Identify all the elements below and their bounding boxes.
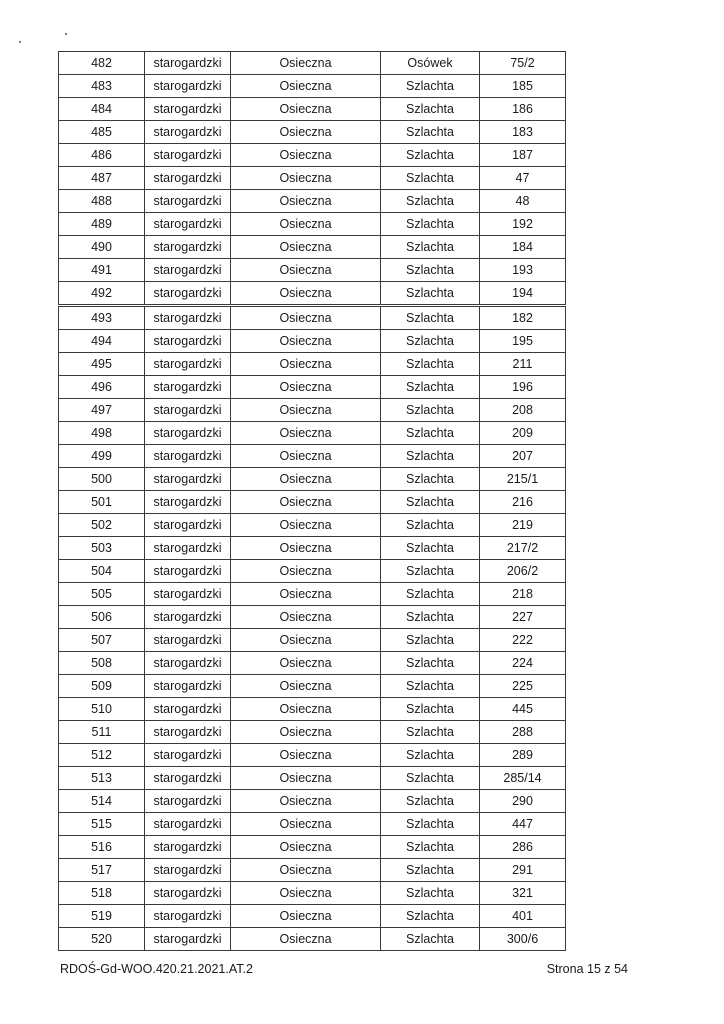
commune-cell: Osieczna: [231, 583, 381, 606]
precinct-cell: Szlachta: [381, 744, 480, 767]
parcel-number-cell: 182: [480, 306, 566, 330]
row-number-cell: 489: [59, 213, 145, 236]
table-row: [59, 121, 566, 144]
commune-cell: Osieczna: [231, 606, 381, 629]
table-row: [59, 75, 566, 98]
parcel-number-cell: 445: [480, 698, 566, 721]
table-row: [59, 675, 566, 698]
county-cell: starogardzki: [145, 121, 231, 144]
table-row: [59, 905, 566, 928]
county-cell: starogardzki: [145, 330, 231, 353]
county-cell: starogardzki: [145, 190, 231, 213]
parcel-number-cell: 218: [480, 583, 566, 606]
parcel-table-body: [59, 52, 566, 951]
parcel-number-cell: 211: [480, 353, 566, 376]
parcel-number-cell: 207: [480, 445, 566, 468]
county-cell: starogardzki: [145, 236, 231, 259]
row-number-cell: 499: [59, 445, 145, 468]
commune-cell: Osieczna: [231, 767, 381, 790]
county-cell: starogardzki: [145, 422, 231, 445]
precinct-cell: Szlachta: [381, 236, 480, 259]
parcel-number-cell: 401: [480, 905, 566, 928]
parcel-number-cell: 300/6: [480, 928, 566, 951]
scan-speck: [19, 41, 21, 43]
row-number-cell: 492: [59, 282, 145, 306]
scan-speck: [65, 33, 67, 35]
precinct-cell: Szlachta: [381, 282, 480, 306]
parcel-number-cell: 291: [480, 859, 566, 882]
table-row: [59, 236, 566, 259]
table-row: [59, 306, 566, 330]
precinct-cell: Szlachta: [381, 928, 480, 951]
table-row: [59, 606, 566, 629]
row-number-cell: 487: [59, 167, 145, 190]
precinct-cell: Szlachta: [381, 813, 480, 836]
county-cell: starogardzki: [145, 376, 231, 399]
county-cell: starogardzki: [145, 859, 231, 882]
precinct-cell: Szlachta: [381, 560, 480, 583]
commune-cell: Osieczna: [231, 399, 381, 422]
table-row: [59, 98, 566, 121]
row-number-cell: 496: [59, 376, 145, 399]
commune-cell: Osieczna: [231, 167, 381, 190]
county-cell: starogardzki: [145, 767, 231, 790]
precinct-cell: Szlachta: [381, 721, 480, 744]
county-cell: starogardzki: [145, 468, 231, 491]
parcel-number-cell: 286: [480, 836, 566, 859]
parcel-number-cell: 215/1: [480, 468, 566, 491]
commune-cell: Osieczna: [231, 675, 381, 698]
county-cell: starogardzki: [145, 75, 231, 98]
commune-cell: Osieczna: [231, 144, 381, 167]
precinct-cell: Szlachta: [381, 330, 480, 353]
row-number-cell: 514: [59, 790, 145, 813]
row-number-cell: 484: [59, 98, 145, 121]
table-row: [59, 282, 566, 306]
commune-cell: Osieczna: [231, 445, 381, 468]
commune-cell: Osieczna: [231, 353, 381, 376]
parcel-number-cell: 216: [480, 491, 566, 514]
precinct-cell: Szlachta: [381, 399, 480, 422]
table-row: [59, 422, 566, 445]
row-number-cell: 504: [59, 560, 145, 583]
table-row: [59, 583, 566, 606]
precinct-cell: Szlachta: [381, 537, 480, 560]
parcel-number-cell: 183: [480, 121, 566, 144]
county-cell: starogardzki: [145, 905, 231, 928]
county-cell: starogardzki: [145, 259, 231, 282]
county-cell: starogardzki: [145, 882, 231, 905]
parcel-number-cell: 227: [480, 606, 566, 629]
row-number-cell: 494: [59, 330, 145, 353]
row-number-cell: 493: [59, 306, 145, 330]
parcel-number-cell: 219: [480, 514, 566, 537]
precinct-cell: Szlachta: [381, 190, 480, 213]
row-number-cell: 502: [59, 514, 145, 537]
parcel-number-cell: 187: [480, 144, 566, 167]
table-row: [59, 445, 566, 468]
commune-cell: Osieczna: [231, 537, 381, 560]
commune-cell: Osieczna: [231, 491, 381, 514]
row-number-cell: 498: [59, 422, 145, 445]
page-number: Strona 15 z 54: [546, 962, 628, 976]
precinct-cell: Szlachta: [381, 675, 480, 698]
table-row: [59, 491, 566, 514]
parcel-number-cell: 206/2: [480, 560, 566, 583]
row-number-cell: 483: [59, 75, 145, 98]
county-cell: starogardzki: [145, 144, 231, 167]
parcel-number-cell: 196: [480, 376, 566, 399]
table-row: [59, 213, 566, 236]
commune-cell: Osieczna: [231, 236, 381, 259]
county-cell: starogardzki: [145, 836, 231, 859]
commune-cell: Osieczna: [231, 213, 381, 236]
county-cell: starogardzki: [145, 675, 231, 698]
parcel-number-cell: 48: [480, 190, 566, 213]
commune-cell: Osieczna: [231, 330, 381, 353]
row-number-cell: 503: [59, 537, 145, 560]
county-cell: starogardzki: [145, 698, 231, 721]
table-row: [59, 721, 566, 744]
parcel-number-cell: 192: [480, 213, 566, 236]
county-cell: starogardzki: [145, 98, 231, 121]
parcel-number-cell: 447: [480, 813, 566, 836]
parcel-number-cell: 75/2: [480, 52, 566, 75]
row-number-cell: 517: [59, 859, 145, 882]
table-row: [59, 560, 566, 583]
county-cell: starogardzki: [145, 928, 231, 951]
county-cell: starogardzki: [145, 213, 231, 236]
precinct-cell: Szlachta: [381, 213, 480, 236]
county-cell: starogardzki: [145, 167, 231, 190]
row-number-cell: 511: [59, 721, 145, 744]
document-reference: RDOŚ-Gd-WOO.420.21.2021.AT.2: [60, 962, 253, 976]
parcel-number-cell: 290: [480, 790, 566, 813]
table-row: [59, 468, 566, 491]
county-cell: starogardzki: [145, 491, 231, 514]
precinct-cell: Szlachta: [381, 353, 480, 376]
row-number-cell: 519: [59, 905, 145, 928]
county-cell: starogardzki: [145, 514, 231, 537]
precinct-cell: Szlachta: [381, 167, 480, 190]
precinct-cell: Szlachta: [381, 445, 480, 468]
commune-cell: Osieczna: [231, 560, 381, 583]
parcel-number-cell: 47: [480, 167, 566, 190]
row-number-cell: 501: [59, 491, 145, 514]
commune-cell: Osieczna: [231, 121, 381, 144]
precinct-cell: Szlachta: [381, 468, 480, 491]
row-number-cell: 520: [59, 928, 145, 951]
table-row: [59, 190, 566, 213]
precinct-cell: Szlachta: [381, 422, 480, 445]
county-cell: starogardzki: [145, 353, 231, 376]
commune-cell: Osieczna: [231, 721, 381, 744]
parcel-number-cell: 285/14: [480, 767, 566, 790]
precinct-cell: Szlachta: [381, 121, 480, 144]
precinct-cell: Szlachta: [381, 514, 480, 537]
row-number-cell: 515: [59, 813, 145, 836]
table-row: [59, 537, 566, 560]
row-number-cell: 510: [59, 698, 145, 721]
row-number-cell: 512: [59, 744, 145, 767]
row-number-cell: 495: [59, 353, 145, 376]
precinct-cell: Szlachta: [381, 905, 480, 928]
table-row: [59, 859, 566, 882]
row-number-cell: 488: [59, 190, 145, 213]
parcel-number-cell: 225: [480, 675, 566, 698]
commune-cell: Osieczna: [231, 882, 381, 905]
precinct-cell: Szlachta: [381, 98, 480, 121]
parcel-number-cell: 185: [480, 75, 566, 98]
precinct-cell: Szlachta: [381, 75, 480, 98]
county-cell: starogardzki: [145, 537, 231, 560]
table-row: [59, 790, 566, 813]
parcel-number-cell: 193: [480, 259, 566, 282]
table-row: [59, 629, 566, 652]
parcel-number-cell: 184: [480, 236, 566, 259]
precinct-cell: Szlachta: [381, 259, 480, 282]
precinct-cell: Szlachta: [381, 698, 480, 721]
commune-cell: Osieczna: [231, 859, 381, 882]
table-row: [59, 652, 566, 675]
county-cell: starogardzki: [145, 282, 231, 306]
precinct-cell: Szlachta: [381, 629, 480, 652]
parcel-number-cell: 209: [480, 422, 566, 445]
precinct-cell: Szlachta: [381, 652, 480, 675]
commune-cell: Osieczna: [231, 813, 381, 836]
parcel-number-cell: 195: [480, 330, 566, 353]
table-row: [59, 514, 566, 537]
county-cell: starogardzki: [145, 721, 231, 744]
row-number-cell: 513: [59, 767, 145, 790]
precinct-cell: Szlachta: [381, 583, 480, 606]
county-cell: starogardzki: [145, 583, 231, 606]
parcel-number-cell: 217/2: [480, 537, 566, 560]
commune-cell: Osieczna: [231, 652, 381, 675]
parcel-number-cell: 186: [480, 98, 566, 121]
parcel-number-cell: 289: [480, 744, 566, 767]
commune-cell: Osieczna: [231, 259, 381, 282]
precinct-cell: Szlachta: [381, 882, 480, 905]
county-cell: starogardzki: [145, 790, 231, 813]
row-number-cell: 486: [59, 144, 145, 167]
commune-cell: Osieczna: [231, 514, 381, 537]
county-cell: starogardzki: [145, 629, 231, 652]
table-row: [59, 167, 566, 190]
table-row: [59, 144, 566, 167]
commune-cell: Osieczna: [231, 790, 381, 813]
row-number-cell: 482: [59, 52, 145, 75]
row-number-cell: 518: [59, 882, 145, 905]
county-cell: starogardzki: [145, 744, 231, 767]
row-number-cell: 508: [59, 652, 145, 675]
commune-cell: Osieczna: [231, 744, 381, 767]
parcel-number-cell: 321: [480, 882, 566, 905]
county-cell: starogardzki: [145, 52, 231, 75]
county-cell: starogardzki: [145, 606, 231, 629]
parcel-number-cell: 288: [480, 721, 566, 744]
table-row: [59, 698, 566, 721]
commune-cell: Osieczna: [231, 698, 381, 721]
commune-cell: Osieczna: [231, 376, 381, 399]
row-number-cell: 497: [59, 399, 145, 422]
table-row: [59, 52, 566, 75]
precinct-cell: Osówek: [381, 52, 480, 75]
parcel-number-cell: 224: [480, 652, 566, 675]
table-row: [59, 259, 566, 282]
table-row: [59, 744, 566, 767]
row-number-cell: 485: [59, 121, 145, 144]
commune-cell: Osieczna: [231, 52, 381, 75]
commune-cell: Osieczna: [231, 98, 381, 121]
precinct-cell: Szlachta: [381, 306, 480, 330]
row-number-cell: 505: [59, 583, 145, 606]
commune-cell: Osieczna: [231, 306, 381, 330]
county-cell: starogardzki: [145, 813, 231, 836]
table-row: [59, 353, 566, 376]
row-number-cell: 509: [59, 675, 145, 698]
row-number-cell: 500: [59, 468, 145, 491]
precinct-cell: Szlachta: [381, 376, 480, 399]
table-row: [59, 399, 566, 422]
parcel-number-cell: 208: [480, 399, 566, 422]
commune-cell: Osieczna: [231, 836, 381, 859]
commune-cell: Osieczna: [231, 282, 381, 306]
row-number-cell: 491: [59, 259, 145, 282]
commune-cell: Osieczna: [231, 928, 381, 951]
precinct-cell: Szlachta: [381, 767, 480, 790]
precinct-cell: Szlachta: [381, 836, 480, 859]
precinct-cell: Szlachta: [381, 144, 480, 167]
table-row: [59, 376, 566, 399]
table-row: [59, 882, 566, 905]
parcel-number-cell: 194: [480, 282, 566, 306]
precinct-cell: Szlachta: [381, 859, 480, 882]
page-footer: [60, 962, 628, 976]
county-cell: starogardzki: [145, 560, 231, 583]
commune-cell: Osieczna: [231, 422, 381, 445]
precinct-cell: Szlachta: [381, 790, 480, 813]
row-number-cell: 507: [59, 629, 145, 652]
county-cell: starogardzki: [145, 399, 231, 422]
commune-cell: Osieczna: [231, 468, 381, 491]
table-row: [59, 836, 566, 859]
row-number-cell: 516: [59, 836, 145, 859]
precinct-cell: Szlachta: [381, 491, 480, 514]
row-number-cell: 506: [59, 606, 145, 629]
table-row: [59, 330, 566, 353]
parcel-number-cell: 222: [480, 629, 566, 652]
parcel-table: [58, 51, 566, 951]
commune-cell: Osieczna: [231, 75, 381, 98]
row-number-cell: 490: [59, 236, 145, 259]
county-cell: starogardzki: [145, 306, 231, 330]
county-cell: starogardzki: [145, 445, 231, 468]
commune-cell: Osieczna: [231, 629, 381, 652]
commune-cell: Osieczna: [231, 905, 381, 928]
county-cell: starogardzki: [145, 652, 231, 675]
precinct-cell: Szlachta: [381, 606, 480, 629]
commune-cell: Osieczna: [231, 190, 381, 213]
table-row: [59, 928, 566, 951]
table-row: [59, 767, 566, 790]
table-row: [59, 813, 566, 836]
